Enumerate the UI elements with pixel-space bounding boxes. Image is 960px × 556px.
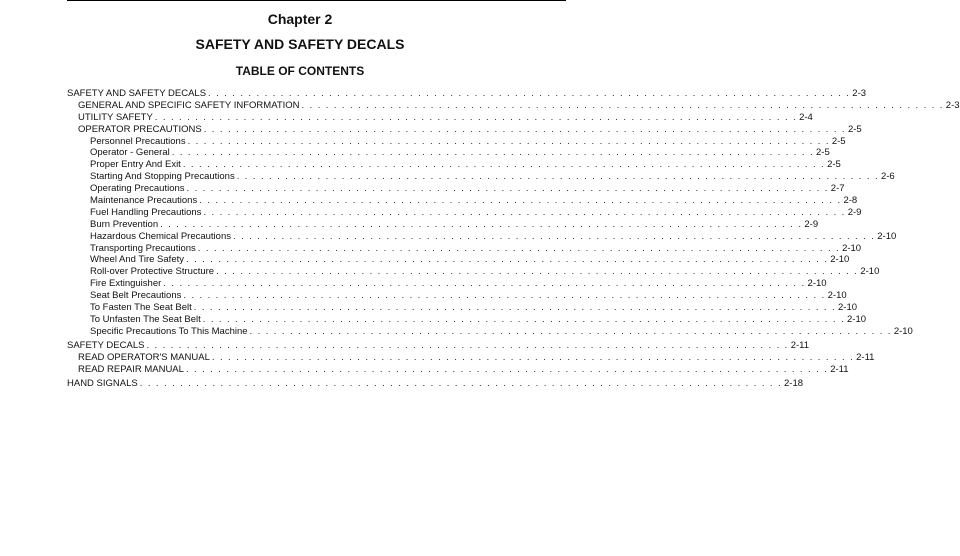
dot-leader: . . . . . . . . . . . . . . . . . . . . . . . . . . . . . . . . . . . . . . . . . . . . . . . . . . . . . . . . . . . . . . . . . . . . . . . . . . . . . . . .	[186, 183, 829, 195]
toc-entry-label: Fuel Handling Precautions	[90, 206, 202, 218]
dot-leader: . . . . . . . . . . . . . . . . . . . . . . . . . . . . . . . . . . . . . . . . . . . . . . . . . . . . . . . . . . . . . . . . . . . . . . . . . . . . . . . .	[202, 313, 845, 325]
table-of-contents	[67, 88, 960, 390]
dot-leader: . . . . . . . . . . . . . . . . . . . . . . . . . . . . . . . . . . . . . . . . . . . . . . . . . . . . . . . . . . . . . . . . . . . . . . . . . . . . . . . .	[232, 230, 876, 242]
toc-entry-label: SAFETY DECALS	[67, 340, 145, 352]
dot-leader: . . . . . . . . . . . . . . . . . . . . . . . . . . . . . . . . . . . . . . . . . . . . . . . . . . . . . . . . . . . . . . . . . . . . . . . . . . . . . . . .	[208, 88, 851, 99]
toc-entry-page: 2-10	[860, 266, 880, 278]
toc-entry[interactable]	[67, 351, 875, 364]
toc-entry-page: 2-11	[830, 363, 849, 375]
toc-entry-page: 2-9	[847, 206, 862, 218]
dot-leader: . . . . . . . . . . . . . . . . . . . . . . . . . . . . . . . . . . . . . . . . . . . . . . . . . . . . . . . . . . . . . . . . . . . . . . . . . . . . . . . .	[187, 135, 830, 147]
toc-entry[interactable]	[67, 363, 849, 376]
toc-entry[interactable]	[67, 242, 862, 255]
toc-entry-page: 2-11	[856, 351, 875, 363]
toc-entry-label: Proper Entry And Exit	[90, 159, 181, 171]
toc-entry[interactable]	[67, 278, 827, 290]
toc-entry-page: 2-10	[827, 290, 847, 302]
dot-leader: . . . . . . . . . . . . . . . . . . . . . . . . . . . . . . . . . . . . . . . . . . . . . . . . . . . . . . . . . . . . . . . . . . . . . . . . . . . . . . . .	[249, 325, 892, 337]
toc-entry-label: To Unfasten The Seat Belt	[90, 313, 201, 325]
dot-leader: . . . . . . . . . . . . . . . . . . . . . . . . . . . . . . . . . . . . . . . . . . . . . . . . . . . . . . . . . . . . . . . . . . . . . . . . . . . . . . . .	[203, 123, 846, 135]
toc-entry-label: Operator - General	[90, 147, 170, 159]
toc-entry-page: 2-8	[843, 195, 858, 207]
toc-entry-label: Seat Belt Precautions	[90, 290, 182, 302]
dot-leader: . . . . . . . . . . . . . . . . . . . . . . . . . . . . . . . . . . . . . . . . . . . . . . . . . . . . . . . . . . . . . . . . . . . . . . . . . . . . . . . .	[197, 242, 841, 254]
toc-entry[interactable]	[67, 171, 895, 183]
toc-entry[interactable]	[67, 88, 867, 100]
toc-heading: TABLE OF CONTENTS	[235, 64, 365, 78]
toc-entry-page: 2-10	[893, 325, 913, 337]
toc-entry[interactable]	[67, 266, 880, 278]
chapter-title: SAFETY AND SAFETY DECALS	[195, 36, 405, 52]
toc-entry-label: Roll-over Protective Structure	[90, 266, 215, 278]
dot-leader: . . . . . . . . . . . . . . . . . . . . . . . . . . . . . . . . . . . . . . . . . . . . . . . . . . . . . . . . . . . . . . . . . . . . . . . . . . . . . . . .	[185, 363, 829, 375]
dot-leader: . . . . . . . . . . . . . . . . . . . . . . . . . . . . . . . . . . . . . . . . . . . . . . . . . . . . . . . . . . . . . . . . . . . . . . . . . . . . . . . .	[163, 278, 806, 290]
toc-entry[interactable]	[67, 195, 858, 207]
toc-entry-page: 2-10	[842, 242, 862, 254]
toc-entry[interactable]	[67, 147, 830, 159]
dot-leader: . . . . . . . . . . . . . . . . . . . . . . . . . . . . . . . . . . . . . . . . . . . . . . . . . . . . . . . . . . . . . . . . . . . . . . . . . . . . . . . .	[236, 171, 879, 183]
toc-entry-page: 2-4	[799, 111, 813, 123]
dot-leader: . . . . . . . . . . . . . . . . . . . . . . . . . . . . . . . . . . . . . . . . . . . . . . . . . . . . . . . . . . . . . . . . . . . . . . . . . . . . . . . .	[199, 195, 842, 207]
toc-entry[interactable]	[67, 159, 841, 171]
toc-entry[interactable]	[67, 340, 810, 352]
toc-entry-label: READ OPERATOR'S MANUAL	[78, 351, 210, 363]
toc-entry[interactable]	[67, 302, 858, 314]
toc-entry[interactable]	[67, 135, 846, 148]
toc-entry-label: Personnel Precautions	[90, 135, 186, 147]
toc-entry-page: 2-7	[830, 183, 845, 195]
toc-entry-page: 2-3	[945, 99, 960, 111]
toc-entry-label: Hazardous Chemical Precautions	[90, 230, 231, 242]
dot-leader: . . . . . . . . . . . . . . . . . . . . . . . . . . . . . . . . . . . . . . . . . . . . . . . . . . . . . . . . . . . . . . . . . . . . . . . . . . . . . . . .	[183, 290, 826, 302]
toc-entry-page: 2-5	[827, 159, 841, 171]
toc-entry-label: OPERATOR PRECAUTIONS	[78, 123, 202, 135]
dot-leader: . . . . . . . . . . . . . . . . . . . . . . . . . . . . . . . . . . . . . . . . . . . . . . . . . . . . . . . . . . . . . . . . . . . . . . . . . . . . . . . .	[301, 99, 944, 111]
toc-entry-label: Fire Extinguisher	[90, 278, 162, 290]
dot-leader: . . . . . . . . . . . . . . . . . . . . . . . . . . . . . . . . . . . . . . . . . . . . . . . . . . . . . . . . . . . . . . . . . . . . . . . . . . . . . . . .	[211, 351, 855, 363]
toc-entry-label: READ REPAIR MANUAL	[78, 363, 184, 375]
toc-entry[interactable]	[67, 99, 960, 112]
toc-entry-page: 2-10	[877, 230, 897, 242]
dot-leader: . . . . . . . . . . . . . . . . . . . . . . . . . . . . . . . . . . . . . . . . . . . . . . . . . . . . . . . . . . . . . . . . . . . . . . . . . . . . . . . .	[154, 111, 798, 123]
toc-entry-label: To Fasten The Seat Belt	[90, 302, 192, 314]
toc-entry-label: Wheel And Tire Safety	[90, 254, 184, 266]
toc-entry[interactable]	[67, 123, 862, 136]
toc-entry-page: 2-10	[847, 313, 867, 325]
toc-entry[interactable]	[67, 218, 819, 231]
dot-leader: . . . . . . . . . . . . . . . . . . . . . . . . . . . . . . . . . . . . . . . . . . . . . . . . . . . . . . . . . . . . . . . . . . . . . . . . . . . . . . . .	[139, 378, 783, 390]
toc-entry[interactable]	[67, 254, 850, 266]
dot-leader: . . . . . . . . . . . . . . . . . . . . . . . . . . . . . . . . . . . . . . . . . . . . . . . . . . . . . . . . . . . . . . . . . . . . . . . . . . . . . . . .	[182, 159, 826, 171]
dot-leader: . . . . . . . . . . . . . . . . . . . . . . . . . . . . . . . . . . . . . . . . . . . . . . . . . . . . . . . . . . . . . . . . . . . . . . . . . . . . . . . .	[193, 302, 837, 314]
toc-entry-page: 2-5	[831, 135, 846, 147]
toc-entry[interactable]	[67, 290, 847, 302]
toc-entry-label: Maintenance Precautions	[90, 195, 198, 207]
toc-entry-page: 2-10	[838, 302, 858, 314]
toc-entry[interactable]	[67, 206, 862, 219]
toc-entry[interactable]	[67, 325, 913, 338]
toc-entry-label: Specific Precautions To This Machine	[90, 325, 248, 337]
toc-entry-page: 2-3	[852, 88, 867, 99]
dot-leader: . . . . . . . . . . . . . . . . . . . . . . . . . . . . . . . . . . . . . . . . . . . . . . . . . . . . . . . . . . . . . . . . . . . . . . . . . . . . . . . .	[203, 206, 846, 218]
dot-leader: . . . . . . . . . . . . . . . . . . . . . . . . . . . . . . . . . . . . . . . . . . . . . . . . . . . . . . . . . . . . . . . . . . . . . . . . . . . . . . . .	[216, 266, 859, 278]
dot-leader: . . . . . . . . . . . . . . . . . . . . . . . . . . . . . . . . . . . . . . . . . . . . . . . . . . . . . . . . . . . . . . . . . . . . . . . . . . . . . . . .	[160, 218, 803, 230]
toc-entry-page: 2-5	[847, 123, 862, 135]
toc-entry-label: Burn Prevention	[90, 218, 159, 230]
toc-entry[interactable]	[67, 111, 813, 124]
toc-entry-page: 2-6	[880, 171, 895, 183]
toc-entry[interactable]	[67, 313, 867, 326]
dot-leader: . . . . . . . . . . . . . . . . . . . . . . . . . . . . . . . . . . . . . . . . . . . . . . . . . . . . . . . . . . . . . . . . . . . . . . . . . . . . . . . .	[146, 340, 789, 352]
toc-entry-label: Operating Precautions	[90, 183, 185, 195]
toc-entry-page: 2-11	[790, 340, 810, 352]
toc-entry-label: GENERAL AND SPECIFIC SAFETY INFORMATION	[78, 99, 300, 111]
toc-entry-page: 2-18	[784, 378, 804, 390]
dot-leader: . . . . . . . . . . . . . . . . . . . . . . . . . . . . . . . . . . . . . . . . . . . . . . . . . . . . . . . . . . . . . . . . . . . . . . . . . . . . . . . .	[186, 254, 829, 266]
toc-entry-label: SAFETY AND SAFETY DECALS	[67, 88, 207, 99]
toc-entry[interactable]	[67, 230, 897, 243]
toc-entry-label: UTILITY SAFETY	[78, 111, 153, 123]
toc-entry-label: Transporting Precautions	[90, 242, 196, 254]
toc-entry-page: 2-5	[816, 147, 830, 159]
toc-entry-label: Starting And Stopping Precautions	[90, 171, 235, 183]
top-rule	[67, 0, 566, 1]
toc-entry-page: 2-10	[807, 278, 827, 290]
toc-entry[interactable]	[67, 378, 804, 390]
toc-entry-page: 2-9	[804, 218, 819, 230]
toc-entry-page: 2-10	[830, 254, 850, 266]
dot-leader: . . . . . . . . . . . . . . . . . . . . . . . . . . . . . . . . . . . . . . . . . . . . . . . . . . . . . . . . . . . . . . . . . . . . . . . . . . . . . . . .	[171, 147, 814, 159]
toc-entry[interactable]	[67, 183, 845, 195]
toc-entry-label: HAND SIGNALS	[67, 378, 138, 390]
chapter-number: Chapter 2	[267, 11, 333, 27]
